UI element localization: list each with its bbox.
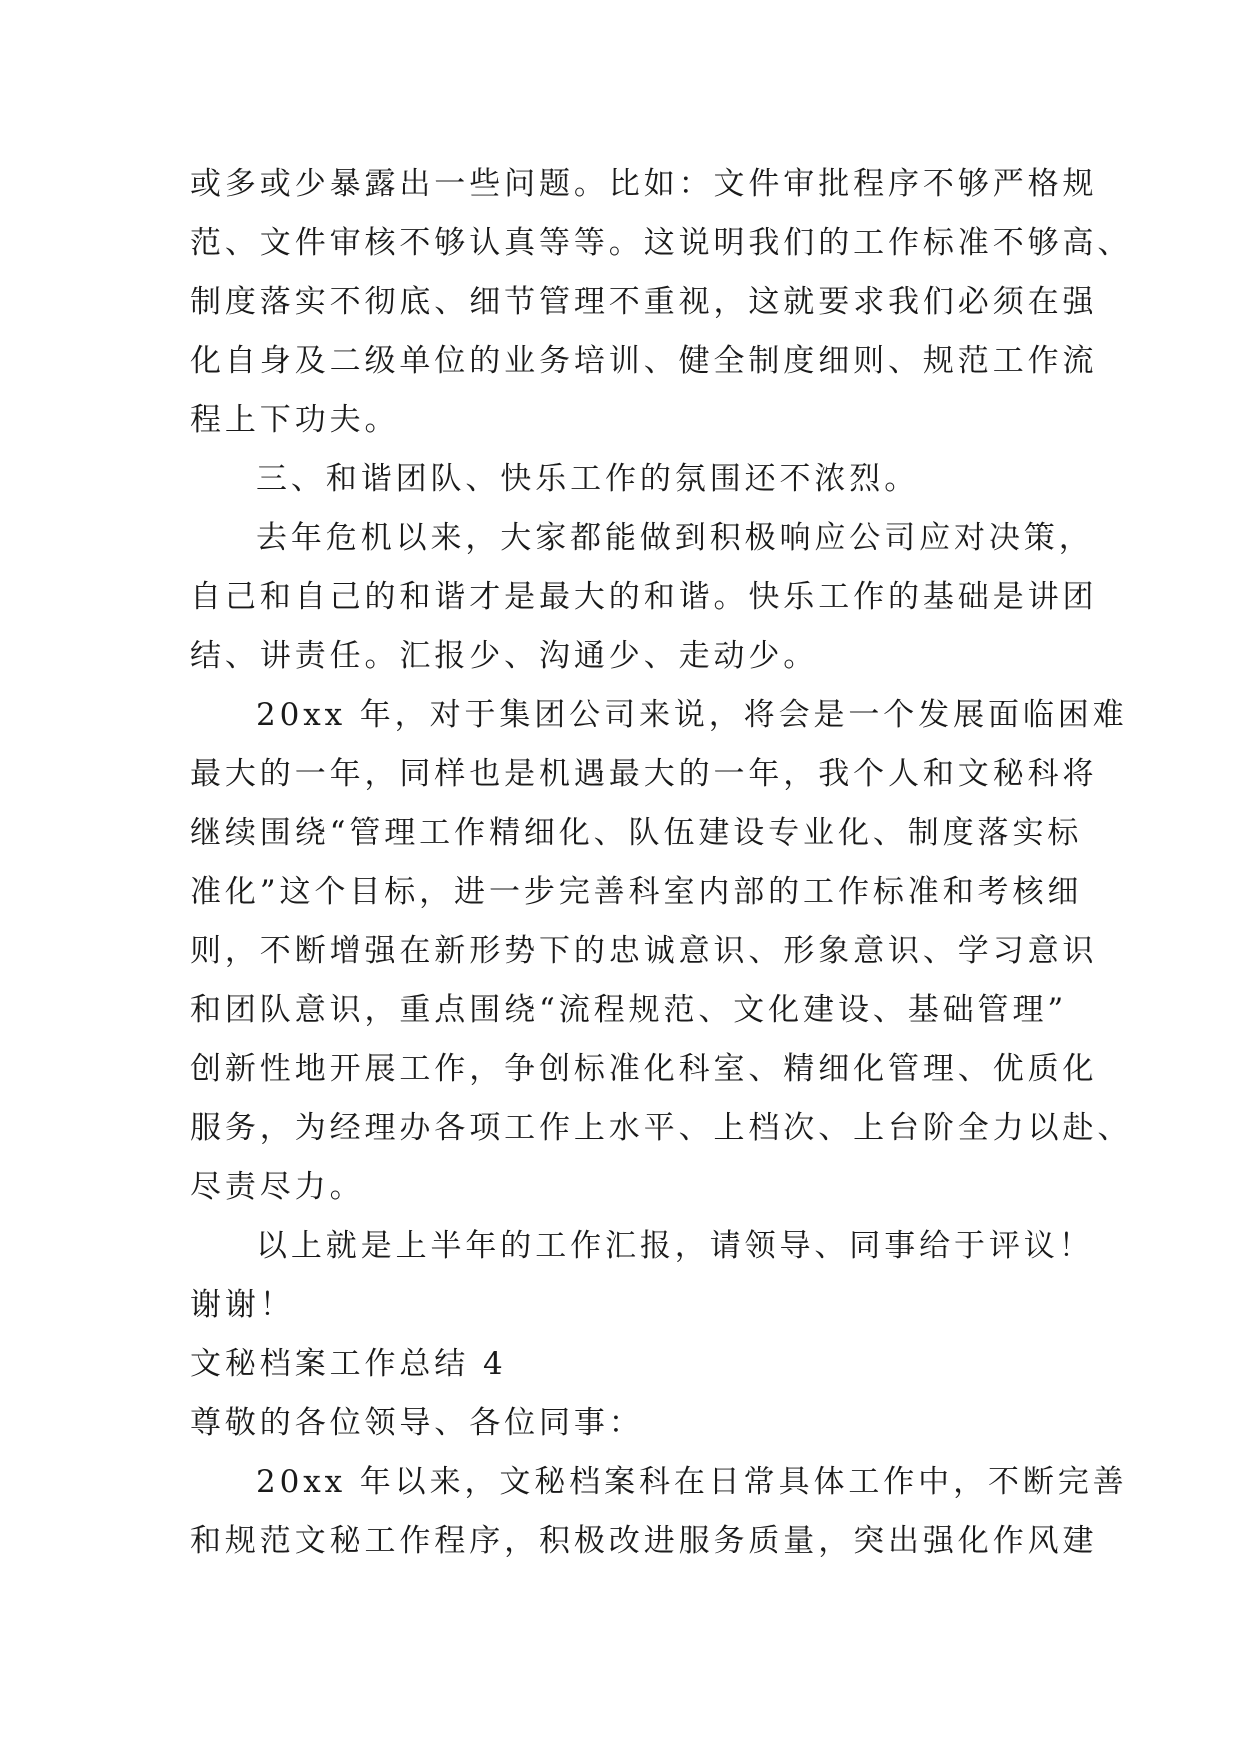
text-line: 尽责尽力。 — [190, 1169, 365, 1205]
text-line: 和团队意识，重点围绕“流程规范、文化建设、基础管理” — [190, 992, 1068, 1028]
paragraph-start-line: 20xx 年，对于集团公司来说，将会是一个发展面临困难 — [256, 697, 1128, 733]
paragraph-start-line: 20xx 年以来，文秘档案科在日常具体工作中，不断完善 — [256, 1464, 1128, 1500]
document-body — [190, 155, 1133, 1571]
text-line: 服务，为经理办各项工作上水平、上档次、上台阶全力以赴、 — [190, 1110, 1133, 1146]
text-line: 化自身及二级单位的业务培训、健全制度细则、规范工作流 — [190, 343, 1098, 379]
text-line: 继续围绕“管理工作精细化、队伍建设专业化、制度落实标 — [190, 815, 1083, 851]
text-line: 自己和自己的和谐才是最大的和谐。快乐工作的基础是讲团 — [190, 579, 1098, 615]
text-line: 则，不断增强在新形势下的忠诚意识、形象意识、学习意识 — [190, 933, 1098, 969]
document-section-title: 文秘档案工作总结 4 — [190, 1346, 507, 1382]
text-line: 准化”这个目标，进一步完善科室内部的工作标准和考核细 — [190, 874, 1083, 910]
text-line: 程上下功夫。 — [190, 402, 400, 438]
text-line: 和规范文秘工作程序，积极改进服务质量，突出强化作风建 — [190, 1523, 1098, 1559]
paragraph-start-line: 去年危机以来，大家都能做到积极响应公司应对决策， — [256, 520, 1094, 556]
text-line: 结、讲责任。汇报少、沟通少、走动少。 — [190, 638, 819, 674]
text-line: 或多或少暴露出一些问题。比如：文件审批程序不够严格规 — [190, 166, 1098, 202]
text-line: 最大的一年，同样也是机遇最大的一年，我个人和文秘科将 — [190, 756, 1098, 792]
text-line: 谢谢！ — [190, 1287, 295, 1323]
section-heading: 三、和谐团队、快乐工作的氛围还不浓烈。 — [256, 461, 920, 497]
text-line: 创新性地开展工作，争创标准化科室、精细化管理、优质化 — [190, 1051, 1098, 1087]
paragraph-start-line: 以上就是上半年的工作汇报，请领导、同事给于评议！ — [256, 1228, 1094, 1264]
text-line: 制度落实不彻底、细节管理不重视，这就要求我们必须在强 — [190, 284, 1098, 320]
text-line: 范、文件审核不够认真等等。这说明我们的工作标准不够高、 — [190, 225, 1133, 261]
salutation: 尊敬的各位领导、各位同事： — [190, 1405, 644, 1441]
